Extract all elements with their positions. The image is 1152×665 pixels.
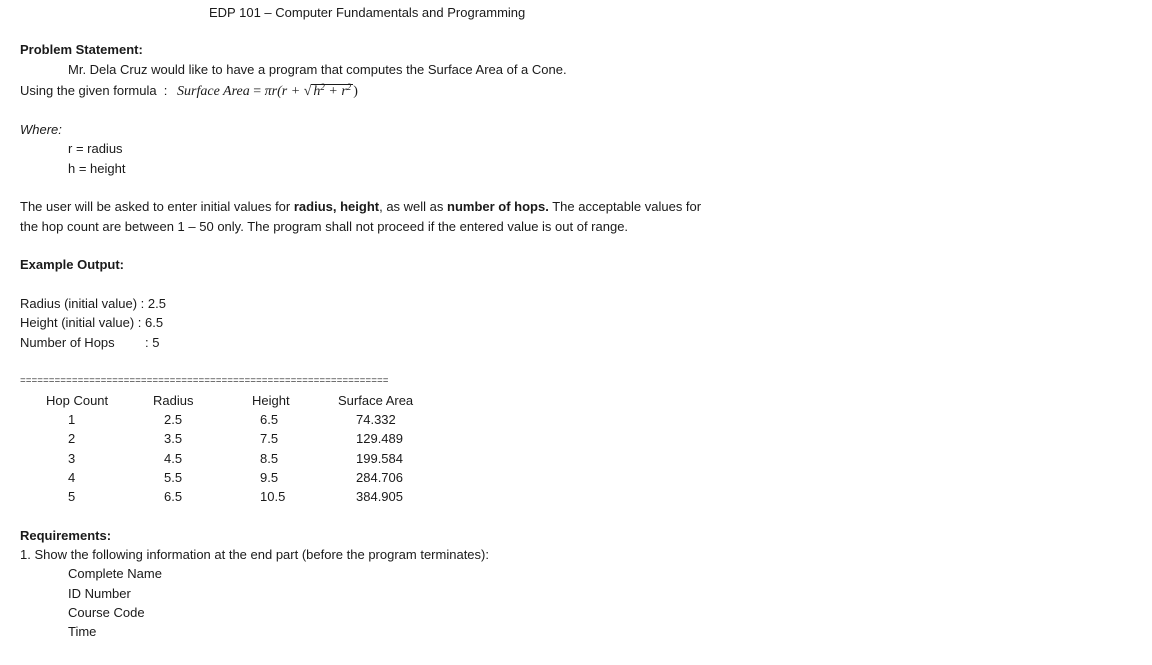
- requirement-complete-name: Complete Name: [68, 566, 162, 581]
- where-item-height: h = height: [68, 161, 126, 176]
- table-cell-surface-area: 284.706: [356, 470, 403, 485]
- problem-heading: Problem Statement:: [20, 42, 143, 57]
- table-cell-surface-area: 129.489: [356, 431, 403, 446]
- formula-r: + r: [324, 84, 347, 99]
- formula-line: [20, 83, 358, 100]
- table-cell-radius: 2.5: [164, 412, 183, 427]
- table-cell-radius: 3.5: [164, 431, 183, 446]
- input-height: Height (initial value) : 6.5: [20, 315, 164, 330]
- requirement-time: Time: [68, 624, 97, 639]
- formula-lhs: Surface Area: [177, 84, 250, 99]
- requirements-item-1: 1. Show the following information at the end part (before the program terminates):: [20, 547, 489, 562]
- table-cell-height: 8.5: [260, 451, 279, 466]
- formula-sqrt: [311, 84, 353, 99]
- formula: Surface Area = πr(r + √ $h^2 + r^2$ ): [177, 82, 358, 99]
- where-label: Where:: [20, 122, 62, 137]
- description-text: , as well as: [379, 199, 448, 214]
- table-header-height: Height: [252, 393, 290, 408]
- description-text: The acceptable values for: [548, 199, 702, 214]
- table-cell-surface-area: 384.905: [356, 489, 403, 504]
- table-cell-height: 10.5: [260, 489, 286, 504]
- table-cell-radius: 5.5: [164, 470, 183, 485]
- table-cell-hop: 4: [68, 470, 76, 485]
- formula-h-exp: 2: [320, 82, 325, 92]
- table-cell-height: 9.5: [260, 470, 279, 485]
- requirements-heading: Requirements:: [20, 528, 112, 543]
- table-cell-hop: 1: [68, 412, 76, 427]
- input-radius: Radius (initial value) : 2.5: [20, 296, 166, 311]
- separator-line: ================================================================: [20, 375, 389, 386]
- table-cell-hop: 5: [68, 489, 76, 504]
- table-header-surface-area: Surface Area: [338, 393, 414, 408]
- input-hops-label: Number of Hops: [20, 335, 115, 350]
- formula-pi-r: πr(r +: [264, 84, 301, 99]
- page-title: EDP 101 – Computer Fundamentals and Programming: [209, 5, 526, 20]
- formula-r-exp: 2: [346, 82, 352, 92]
- formula-h: h: [313, 84, 321, 99]
- table-cell-surface-area: 74.332: [356, 412, 396, 427]
- requirement-course-code: Course Code: [68, 605, 145, 620]
- where-item-radius: r = radius: [68, 141, 123, 156]
- table-cell-radius: 6.5: [164, 489, 183, 504]
- description-bold-radius-height: radius, height: [293, 199, 380, 214]
- problem-statement: Mr. Dela Cruz would like to have a program that computes the Surface Area of a Cone.: [68, 62, 567, 77]
- formula-equals: =: [253, 84, 262, 99]
- table-header-hop-count: Hop Count: [46, 393, 109, 408]
- formula-close: ): [353, 84, 358, 99]
- table-header-radius: Radius: [153, 393, 194, 408]
- description-line-2: the hop count are between 1 – 50 only. The program shall not proceed if the entered value is out of range.: [20, 219, 629, 234]
- table-cell-height: 6.5: [260, 412, 279, 427]
- table-cell-height: 7.5: [260, 431, 279, 446]
- table-cell-surface-area: 199.584: [356, 451, 403, 466]
- description-bold-hops: number of hops.: [447, 199, 549, 214]
- requirement-id-number: ID Number: [68, 586, 131, 601]
- table-cell-hop: 3: [68, 451, 76, 466]
- table-cell-hop: 2: [68, 431, 76, 446]
- example-heading: Example Output:: [20, 257, 125, 272]
- table-cell-radius: 4.5: [164, 451, 183, 466]
- input-hops-value: : 5: [145, 335, 160, 350]
- description-text: The user will be asked to enter initial values for: [20, 199, 294, 214]
- description-line-1: [20, 199, 701, 215]
- formula-intro: Using the given formula :: [20, 83, 168, 98]
